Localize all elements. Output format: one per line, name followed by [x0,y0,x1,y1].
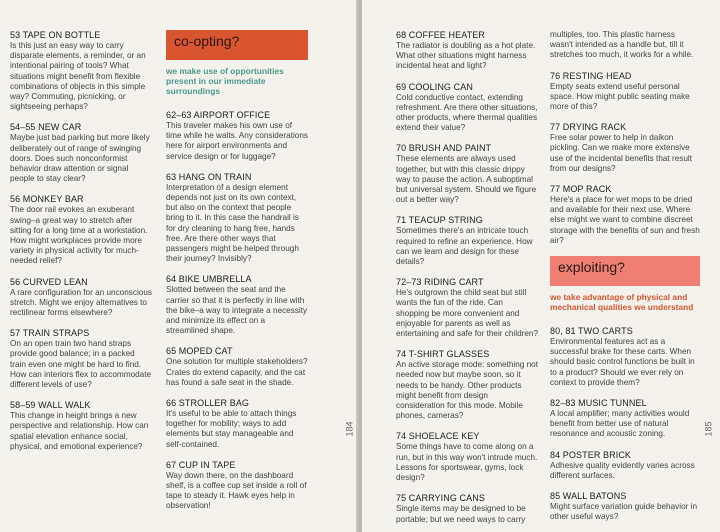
entry-body: Environmental features act as a successful brake for these carts. When should basic control functions be built in to a product? Should we ever rely on context to provide them? [550,337,695,387]
page-number-left: 184 [344,421,355,437]
entry [550,326,700,388]
entry-body: Sometimes there's an intricate touch required to refine an experience. How can we learn and design for these details? [396,226,533,267]
entry-title: 62–63 AIRPORT OFFICE [166,110,271,120]
entry [10,122,152,184]
entry-title: 58–59 WALL WALK [10,400,91,411]
entry-body: Free solar power to help in daikon pickling. Can we make more extensive use of the incidental benefits that result from our designs? [550,133,693,173]
entry-body: A local amplifier; many activities would benefit from better use of natural resonance and acoustic zoning. [550,409,690,439]
entry-title: 80, 81 TWO CARTS [550,326,633,337]
entry [166,110,308,162]
entry-body: This change in height brings a new perspective and relationship. How can spatial elevation enhance social, physical, and emotional experience? [10,411,149,451]
entry [396,349,538,421]
entry-title: 77 DRYING RACK [550,122,627,133]
entry [396,431,538,483]
entry-title: 54–55 NEW CAR [10,122,82,133]
entry [166,346,308,388]
co-opting-banner: co-opting? [166,30,308,60]
entry [550,184,700,246]
entry [166,460,308,512]
entry [550,30,700,61]
exploiting-banner: exploiting? [550,256,700,286]
entry [166,172,308,265]
entry-title: 65 MOPED CAT [166,346,233,357]
entry-body: It's useful to be able to attach things together for mobility; ways to add elements but stay manageable and self-contained. [166,409,297,449]
entry-title: 63 HANG ON TRAIN [166,171,252,182]
entry-title: 82–83 MUSIC TUNNEL [550,398,647,409]
entry-body: Here's a place for wet mops to be dried and available for their next use. Where else might we want to combine discreet storage with the benefits of sun and fresh air? [550,195,700,245]
right-column-2-bottom-entries [550,326,700,522]
entry [396,215,538,267]
entry-body: An active storage mode: something not needed now but maybe soon, so it needs to be handy. Other products might benefit from design consideration for this mode. Mobile phones, cameras? [396,360,538,421]
entry-body: On an open train two hand straps provide good balance; in a packed train even one might be hard to find. How can interiors flex to accommodate different levels of use? [10,339,152,390]
entry [166,274,308,336]
entry [10,30,152,112]
entry [396,277,538,339]
entry-body: One solution for multiple stakeholders? Crates do extend capacity, and the cat has found a safe seat in the shade. [166,357,308,387]
entry [10,328,152,390]
entry-body: Cold conductive contact, extending refreshment. Are there other situations, other products, where thermal qualities extend their value? [396,92,538,133]
entry-body: This traveler makes his own use of time while he waits. Any considerations here for airport environments and service design or for luggage? [166,121,308,161]
entry-title: 66 STROLLER BAG [166,398,250,409]
entry-title: 85 WALL BATONS [550,491,627,502]
left-column-2-entries [166,110,308,512]
entry-body: The radiator is doubling as a hot plate. What other situations might harness incidental heat and light? [396,41,536,71]
entry-body: The door rail evokes an exuberant swing–a great way to stretch after sitting for a long time at a workstation. How might workplaces provide more variety in physical activity for much-needed relief? [10,205,148,266]
entry [10,400,152,452]
entry-body: Way down there, on the dashboard shelf, is a coffee cup set inside a roll of tape to steady it. Hawk eyes help in observation! [166,470,307,511]
entry-title: 56 MONKEY BAR [10,194,84,205]
entry [396,143,538,205]
left-column-2 [166,30,308,522]
co-opting-subtitle: we make use of opportunities present in our immediate surroundings [166,66,284,96]
entry-body: A rare configuration for an unconscious stretch. Might we enjoy alternatives to rectilinear forms elsewhere? [10,287,153,318]
entry-body: Some things have to come along on a run, but in this way won't intrude much. Lessons for sportswear, gyms, lock design? [396,442,538,483]
entry-body: Interpretation of a design element depends not just on its own context, but also on the context that people bring to it. In this case the handrail is for dry cleaning to hang free, hands free. Are there other ways that passengers might be helped through their journey? Invisibly? [166,182,299,264]
entry-title: 64 BIKE UMBRELLA [166,274,252,285]
right-page [362,0,720,532]
entry [550,398,700,440]
entry [550,71,700,113]
entry-title: 76 RESTING HEAD [550,70,632,81]
entry-title: 77 MOP RACK [550,184,612,195]
entry-title: 68 COFFEE HEATER [396,30,485,40]
entry-title: 57 TRAIN STRAPS [10,328,90,339]
entry-body: multiples, too. This plastic harness wasn't intended as a handle but, till it stretches too much, it works for a while. [550,30,694,60]
page-number-right: 185 [703,421,714,437]
right-column-1 [396,30,538,532]
entry [166,398,308,450]
entry-body: Maybe just bad parking but more likely deliberately out of range of swinging doors. Does such nonconformist behavior draw attention or signal people to stay clear? [10,133,150,184]
entry-title: 84 POSTER BRICK [550,449,632,460]
entry-title: 75 CARRYING CANS [396,493,485,504]
entry-body: He's outgrown the child seat but still wants the fun of the ride. Can shopping be more convenient and enjoyable for parents as well as entertaining and safe for their children? [396,288,539,339]
entry [396,82,538,134]
entry-body: Might surface variation guide behavior in other useful ways? [550,502,698,522]
entry-body: Adhesive quality evidently varies across different surfaces. [550,460,695,480]
entry-title: 71 TEACUP STRING [396,215,483,226]
entry [10,277,152,319]
entry-title: 70 BRUSH AND PAINT [396,143,492,154]
entry [550,450,700,481]
entry-title: 74 T-SHIRT GLASSES [396,349,490,360]
entry-title: 67 CUP IN TAPE [166,459,236,470]
exploiting-subtitle: we take advantage of physical and mechanical qualities we understand [550,292,694,313]
entry-body: Single items may be designed to be portable; but we need ways to carry [396,504,526,524]
entry [550,491,700,522]
entry-body: Is this just an easy way to carry disparate elements, a reminder, or an intentional pairing of tools? What situations might benefit from flexible combinations of objects in this simple way? Commuting, picnicking, or sightseeing perhaps? [10,41,146,112]
entry-title: 74 SHOELACE KEY [396,431,480,442]
entry-title: 56 CURVED LEAN [10,276,88,287]
entry-body: Empty seats extend useful personal space. How might public seating make more of this? [550,81,690,112]
right-column-2 [550,30,700,532]
left-column-1 [10,30,152,462]
entry [396,30,538,72]
left-page [0,0,358,532]
entry [550,122,700,174]
entry [396,493,538,524]
entry [10,194,152,266]
right-column-2-top-entries [550,30,700,246]
entry-title: 69 COOLING CAN [396,81,473,92]
entry-body: Slotted between the seat and the carrier so that it is perfectly in line with the bike–a way to integrate a necessity and minimize its effect on a streamlined shape. [166,285,308,336]
entry-title: 53 TAPE ON BOTTLE [10,30,101,40]
entry-title: 72–73 RIDING CART [396,277,484,288]
entry-body: These elements are always used together, but with this classic drippy way to pause the action. A suboptimal but universal system. Should we figure out a better way? [396,154,537,205]
